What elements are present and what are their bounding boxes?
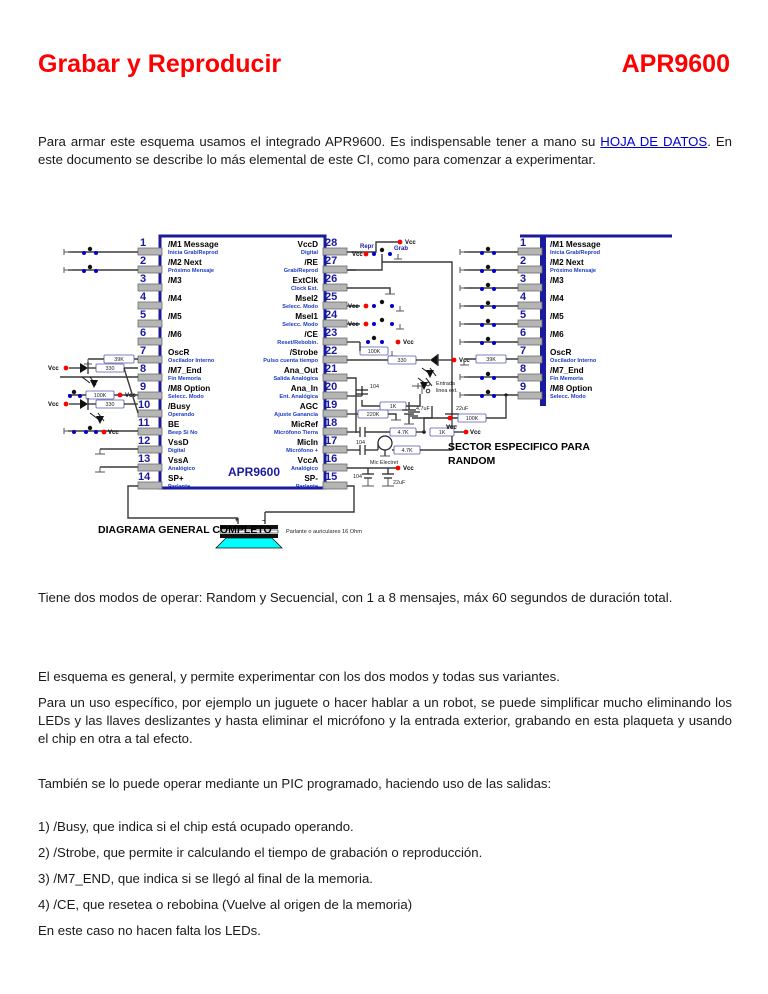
svg-text:Msel1: Msel1 (295, 312, 318, 321)
svg-text:/M2 Next: /M2 Next (168, 258, 202, 267)
svg-text:9: 9 (140, 381, 147, 393)
svg-text:VssD: VssD (168, 438, 189, 447)
vcc-label-pin28: Vcc (405, 240, 416, 246)
paragraph-general: El esquema es general, y permite experimentar con los dos modos y todas sus variantes. (38, 669, 560, 684)
svg-text:MicRef: MicRef (291, 420, 318, 429)
intro-text-after: . En este documento se describe lo más elemental de este CI, como para comenzar a experimentar. (38, 134, 732, 167)
svg-text:/Strobe: /Strobe (289, 348, 318, 357)
resistor-1k-a: 1K (389, 404, 397, 410)
cap-22uf-b: 22uF (393, 480, 406, 486)
svg-text:VccD: VccD (297, 240, 318, 249)
svg-text:Fin Memoria: Fin Memoria (550, 376, 583, 382)
repr-label: Repr (360, 244, 374, 250)
svg-text:Parlante: Parlante (168, 484, 191, 490)
output-item-1: 1) /Busy, que indica si el chip está ocupado operando. (38, 819, 354, 834)
cap-104-c: 104 (353, 474, 362, 480)
svg-text:5: 5 (140, 309, 147, 321)
svg-text:/M5: /M5 (168, 312, 182, 321)
vcc-label-msel1: Vcc (348, 322, 359, 328)
paragraph-specific-use: Para un uso específico, por ejemplo un juguete o hacer hablar a un robot, se puede simplificar mucho eliminando los LEDs y las llaves deslizantes y hasta eliminar el micrófono y la entrada exterior, grabando en esta plaqueta y usando el chip en otra a tal efecto. (38, 695, 732, 746)
svg-text:2: 2 (520, 255, 527, 267)
svg-text:20: 20 (325, 381, 338, 393)
svg-text:Digital: Digital (168, 448, 186, 454)
svg-text:15: 15 (325, 471, 338, 483)
svg-text:/M6: /M6 (550, 330, 564, 339)
ext-input-label-line2: linea ext. (436, 388, 458, 394)
resistor-100k-random: 100K (465, 416, 479, 422)
svg-text:Beep Si No: Beep Si No (168, 430, 198, 436)
svg-text:1: 1 (520, 237, 527, 249)
random-ic-pins (518, 237, 601, 400)
svg-text:/RE: /RE (304, 258, 318, 267)
svg-text:6: 6 (520, 327, 527, 339)
vcc-label-pin9: Vcc (125, 393, 136, 399)
svg-text:25: 25 (325, 291, 338, 303)
svg-text:12: 12 (138, 435, 151, 447)
svg-text:Inicia Grab/Reprod: Inicia Grab/Reprod (550, 250, 601, 256)
svg-text:/CE: /CE (304, 330, 318, 339)
svg-text:Ana_In: Ana_In (290, 384, 318, 393)
intro-text-before: Para armar este esquema usamos el integrado APR9600. Es indispensable tener a mano su (38, 134, 601, 149)
svg-text:26: 26 (325, 273, 338, 285)
grab-label: Grab (394, 246, 409, 252)
svg-text:OscR: OscR (168, 348, 190, 357)
svg-text:8: 8 (520, 363, 527, 375)
svg-text:/M7_End: /M7_End (168, 366, 202, 375)
svg-text:Selecc. Modo: Selecc. Modo (282, 322, 318, 328)
svg-text:AGC: AGC (299, 402, 318, 411)
vcc-label-repr: Vcc (352, 252, 363, 258)
svg-text:SP-: SP- (304, 474, 318, 483)
speaker-wire-positive (128, 486, 238, 518)
svg-text:Operando: Operando (168, 412, 195, 418)
svg-text:8: 8 (140, 363, 147, 375)
output-item-2: 2) /Strobe, que permite ir calculando el tiempo de grabación o reproducción. (38, 845, 483, 860)
svg-text:9: 9 (520, 381, 527, 393)
svg-text:OscR: OscR (550, 348, 572, 357)
resistor-330-strobe: 330 (397, 358, 407, 364)
ext-input-label-line1: Entrada (436, 381, 455, 387)
resistor-39k-random: 39K (486, 357, 496, 363)
svg-text:Oscilador Interno: Oscilador Interno (168, 358, 215, 364)
page-title: Grabar y Reproducir (38, 50, 282, 78)
svg-text:/M3: /M3 (550, 276, 564, 285)
resistor-100k-main: 100K (93, 393, 107, 399)
svg-text:4: 4 (140, 291, 147, 303)
vcc-label-strobe: Vcc (459, 358, 470, 364)
vcc-label-msel2: Vcc (348, 304, 359, 310)
cap-22uf-a: 22uF (456, 406, 469, 412)
svg-text:VssA: VssA (168, 456, 189, 465)
svg-text:Analógico: Analógico (168, 466, 196, 472)
random-sector-title-line2: RANDOM (448, 455, 496, 467)
svg-text:11: 11 (138, 417, 150, 429)
ic-chip-label: APR9600 (228, 465, 281, 479)
vcc-label-random: Vcc (446, 425, 457, 431)
svg-text:Selecc. Modo: Selecc. Modo (282, 304, 318, 310)
svg-text:Ana_Out: Ana_Out (283, 366, 318, 375)
speaker-plus-label: + (235, 518, 239, 524)
svg-text:5: 5 (520, 309, 527, 321)
paragraph-pic-intro: También se lo puede operar mediante un PIC programado, haciendo uso de las salidas: (38, 776, 552, 791)
svg-text:Próximo Mensaje: Próximo Mensaje (550, 268, 597, 274)
svg-text:10: 10 (138, 399, 151, 411)
svg-text:Próximo Mensaje: Próximo Mensaje (168, 268, 215, 274)
circuit-schematic (48, 228, 720, 548)
resistor-100k-ce: 100K (367, 349, 381, 355)
svg-text:Msel2: Msel2 (295, 294, 318, 303)
datasheet-link[interactable]: HOJA DE DATOS (600, 134, 708, 149)
svg-text:4: 4 (520, 291, 527, 303)
svg-text:ExtClk: ExtClk (292, 276, 318, 285)
svg-text:Grab/Reprod: Grab/Reprod (283, 268, 318, 274)
svg-text:7: 7 (140, 345, 147, 357)
svg-text:/M5: /M5 (550, 312, 564, 321)
random-external-circuit (446, 247, 518, 431)
left-external-circuit (48, 247, 138, 472)
svg-text:18: 18 (325, 417, 338, 429)
svg-text:22: 22 (325, 345, 338, 357)
svg-text:16: 16 (325, 453, 338, 465)
svg-text:Ajuste Ganancia: Ajuste Ganancia (274, 412, 318, 418)
resistor-330-led2: 330 (105, 402, 115, 408)
paragraph-modes: Tiene dos modos de operar: Random y Secuencial, con 1 a 8 mensajes, máx 60 segundos de duración total. (38, 590, 673, 605)
svg-text:Oscilador Interno: Oscilador Interno (550, 358, 597, 364)
svg-text:Selecc. Modo: Selecc. Modo (168, 394, 204, 400)
svg-text:/M8 Option: /M8 Option (168, 384, 211, 393)
svg-text:2: 2 (140, 255, 147, 267)
svg-text:6: 6 (140, 327, 147, 339)
intro-paragraph (38, 133, 732, 169)
svg-text:/M1 Message: /M1 Message (550, 240, 601, 249)
vcc-label-led1: Vcc (48, 366, 59, 372)
resistor-330-led1: 330 (105, 366, 115, 372)
vcc-label-ce: Vcc (403, 340, 414, 346)
svg-text:7: 7 (520, 345, 527, 357)
svg-text:Analógico: Analógico (290, 466, 318, 472)
svg-text:Inicia Grab/Reprod: Inicia Grab/Reprod (168, 250, 219, 256)
svg-text:/Busy: /Busy (168, 402, 191, 411)
svg-text:24: 24 (325, 309, 338, 321)
resistor-39k-main: 39K (114, 357, 124, 363)
svg-text:/M4: /M4 (168, 294, 182, 303)
resistor-1k-b: 1K (438, 430, 446, 436)
output-item-4: 4) /CE, que resetea o rebobina (Vuelve al origen de la memoria) (38, 897, 413, 912)
output-item-3: 3) /M7_END, que indica si se llegó al final de la memoria. (38, 871, 373, 886)
vcc-label-vcca: Vcc (403, 466, 414, 472)
svg-text:23: 23 (325, 327, 338, 339)
svg-text:/M1 Message: /M1 Message (168, 240, 219, 249)
svg-text:/M3: /M3 (168, 276, 182, 285)
svg-text:VccA: VccA (297, 456, 318, 465)
svg-text:/M4: /M4 (550, 294, 564, 303)
vcc-label-led2: Vcc (48, 402, 59, 408)
resistor-4-7k-b: 4.7K (401, 448, 413, 454)
svg-text:1: 1 (140, 237, 147, 249)
svg-text:/M7_End: /M7_End (550, 366, 584, 375)
svg-text:Fin Memoria: Fin Memoria (168, 376, 201, 382)
svg-text:14: 14 (138, 471, 151, 483)
svg-text:/M8 Option: /M8 Option (550, 384, 593, 393)
svg-text:17: 17 (325, 435, 338, 447)
page-header (38, 50, 732, 79)
svg-text:Reset/Rebobin.: Reset/Rebobin. (277, 340, 318, 346)
speaker-note: Parlante o auriculares 16 Ohm (286, 529, 362, 535)
svg-text:BE: BE (168, 420, 180, 429)
svg-text:3: 3 (140, 273, 147, 285)
svg-text:28: 28 (325, 237, 338, 249)
svg-text:Selecc. Modo: Selecc. Modo (550, 394, 586, 400)
svg-text:Micrófono +: Micrófono + (286, 448, 318, 454)
svg-text:Ent. Analógica: Ent. Analógica (279, 394, 318, 400)
svg-text:Parlante: Parlante (295, 484, 318, 490)
part-number-title: APR9600 (621, 50, 730, 78)
svg-text:Salida Analógica: Salida Analógica (273, 376, 318, 382)
svg-text:Micrófono Tierra: Micrófono Tierra (273, 430, 318, 436)
paragraph-closing: En este caso no hacen falta los LEDs. (38, 923, 261, 938)
cap-104-b: 104 (356, 440, 365, 446)
cap-4-7uf: 4.7uF (416, 406, 430, 412)
svg-text:Digital: Digital (300, 250, 318, 256)
svg-text:Pulso cuenta tiempo: Pulso cuenta tiempo (263, 358, 318, 364)
vcc-label-mic: Vcc (470, 430, 481, 436)
svg-text:/M6: /M6 (168, 330, 182, 339)
resistor-4-7k-a: 4.7K (397, 430, 409, 436)
svg-text:27: 27 (325, 255, 338, 267)
resistor-220k: 220K (366, 412, 380, 418)
svg-text:19: 19 (325, 399, 338, 411)
random-sector-title-line1: SECTOR ESPECIFICO PARA (448, 441, 590, 453)
svg-text:21: 21 (325, 363, 338, 375)
svg-text:3: 3 (520, 273, 527, 285)
cap-104-a: 104 (370, 384, 379, 390)
svg-text:13: 13 (138, 453, 151, 465)
mic-electret-label: Mic Electret (370, 460, 399, 466)
svg-text:Clock Ext.: Clock Ext. (290, 286, 318, 292)
speaker-minus-label: – (262, 518, 266, 524)
svg-text:MicIn: MicIn (297, 438, 318, 447)
svg-text:SP+: SP+ (168, 474, 184, 483)
vcc-label-pin11: Vcc (108, 430, 119, 436)
diagram-caption: DIAGRAMA GENERAL COMPLETO (98, 524, 272, 536)
svg-text:/M2 Next: /M2 Next (550, 258, 584, 267)
